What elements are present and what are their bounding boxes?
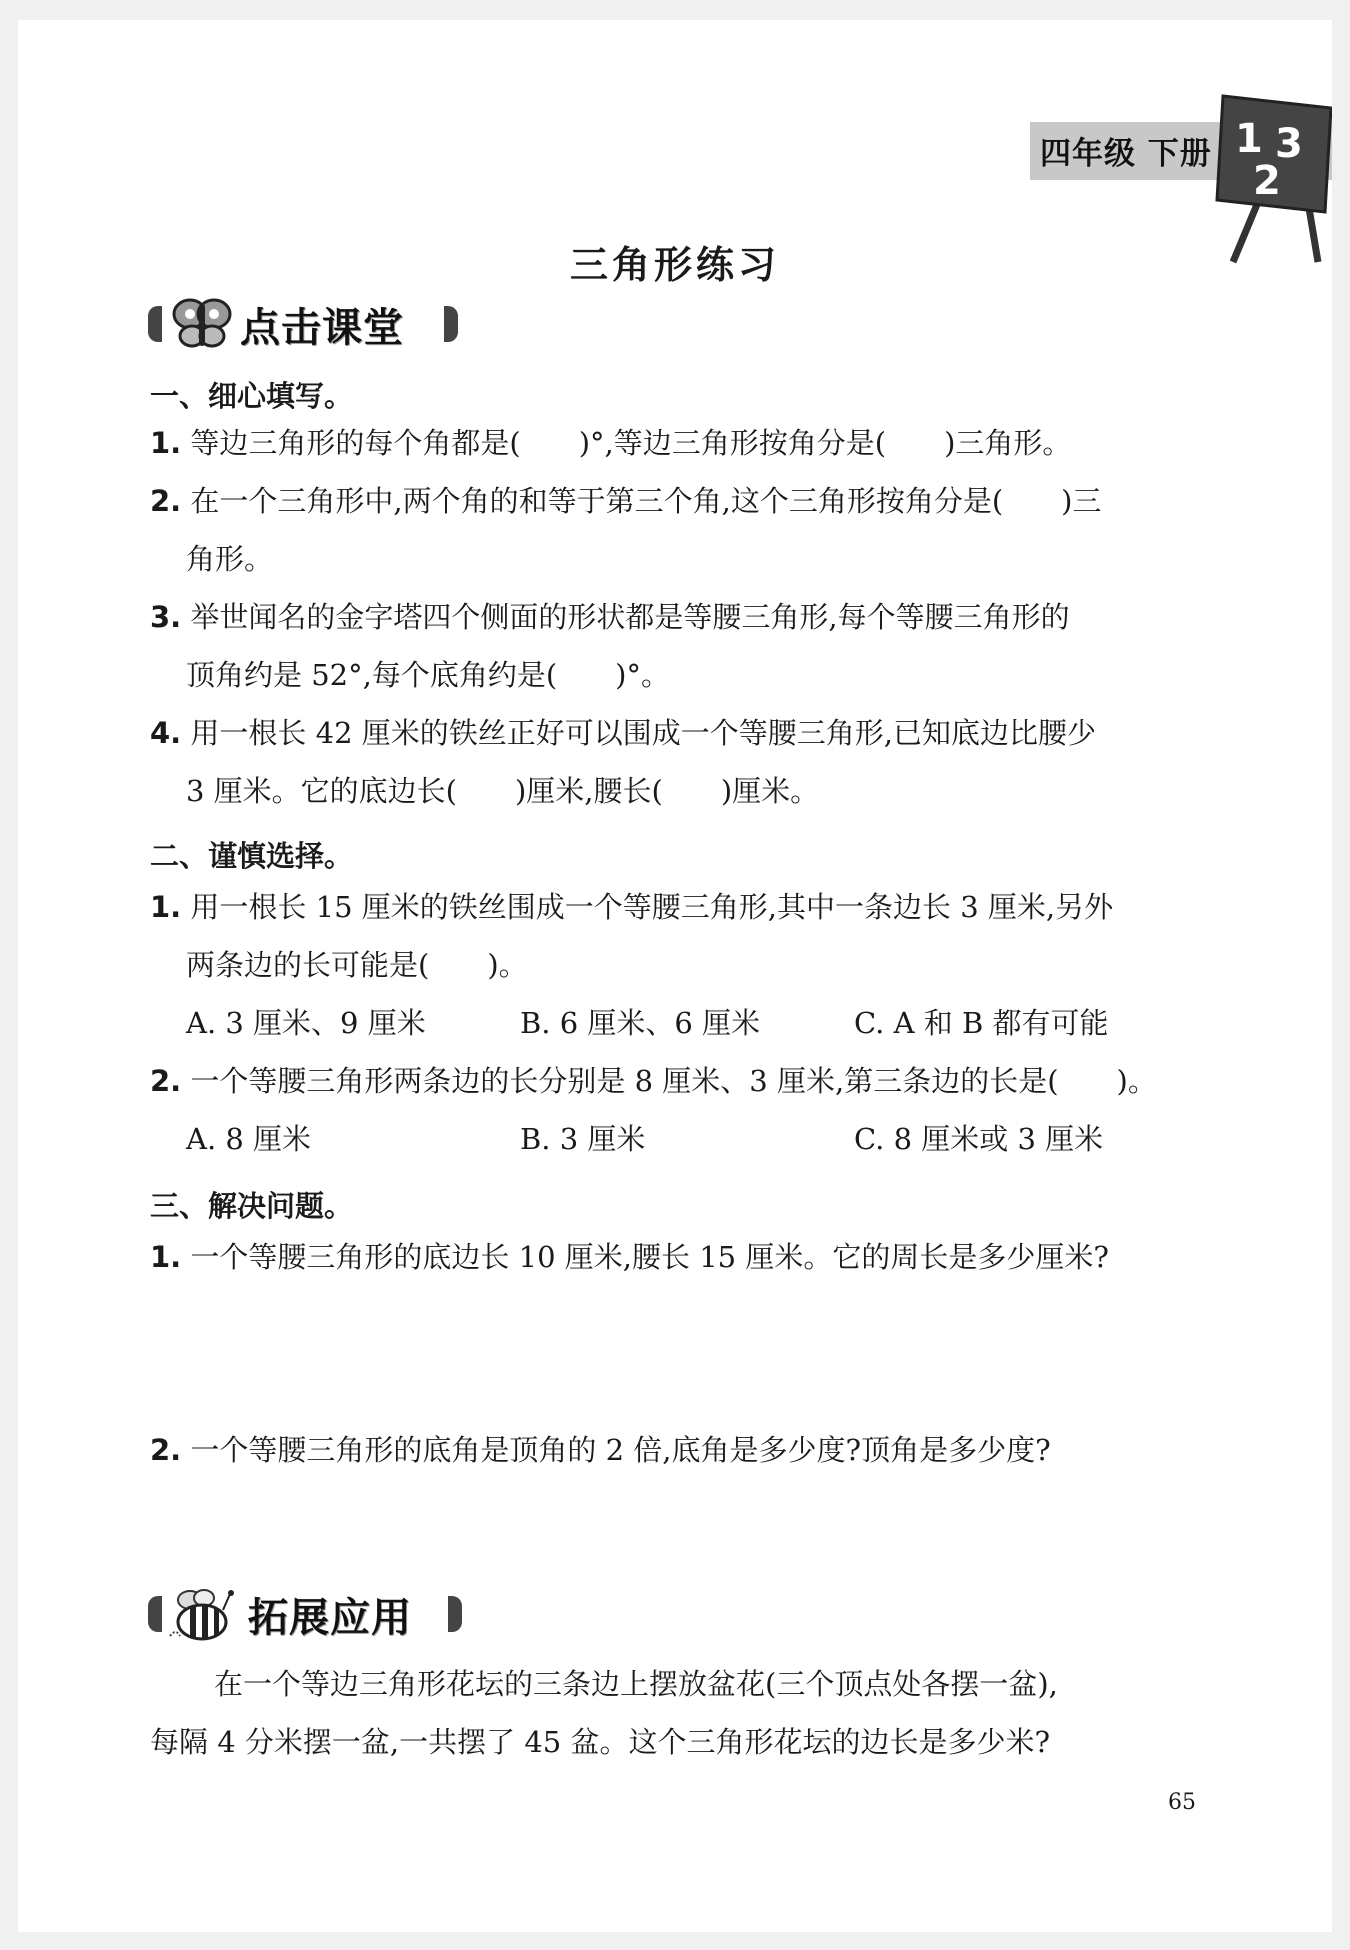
page-title: 三角形练习 bbox=[569, 243, 780, 287]
p1-q3-line2: 顶角约是 52°,每个底角约是( )°。 bbox=[186, 658, 670, 692]
p2-q1-option-a: A. 3 厘米、9 厘米 bbox=[186, 1006, 426, 1040]
question-number: 1. bbox=[150, 426, 182, 460]
page-number: 65 bbox=[1168, 1790, 1196, 1815]
p1-q4-line1 bbox=[150, 713, 1096, 753]
question-text: 一个等腰三角形两条边的长分别是 8 厘米、3 厘米,第三条边的长是( )。 bbox=[190, 1064, 1157, 1098]
question-text: 用一根长 15 厘米的铁丝围成一个等腰三角形,其中一条边长 3 厘米,另外 bbox=[190, 890, 1114, 924]
question-number: 2. bbox=[150, 1433, 182, 1467]
bee-icon bbox=[168, 1584, 238, 1644]
board-digit-2: 2 bbox=[1253, 158, 1281, 204]
p3-q1 bbox=[150, 1237, 1109, 1277]
question-text: 在一个三角形中,两个角的和等于第三个角,这个三角形按角分是( )三 bbox=[190, 484, 1102, 518]
extension-line2: 每隔 4 分米摆一盆,一共摆了 45 盆。这个三角形花坛的边长是多少米? bbox=[150, 1725, 1050, 1759]
worksheet-page bbox=[18, 20, 1332, 1932]
question-text: 一个等腰三角形的底角是顶角的 2 倍,底角是多少度?顶角是多少度? bbox=[190, 1433, 1051, 1467]
bracket-right bbox=[444, 306, 458, 342]
part3-heading: 三、解决问题。 bbox=[150, 1189, 354, 1223]
board-digit-1: 1 bbox=[1235, 116, 1263, 162]
bracket-left bbox=[148, 306, 162, 342]
question-number: 3. bbox=[150, 600, 182, 634]
section-head-classroom bbox=[148, 290, 458, 360]
part1-heading: 一、细心填写。 bbox=[150, 379, 354, 413]
question-text: 等边三角形的每个角都是( )°,等边三角形按角分是( )三角形。 bbox=[190, 426, 1072, 460]
p2-q1-option-c: C. A 和 B 都有可能 bbox=[854, 1006, 1109, 1040]
question-text: 用一根长 42 厘米的铁丝正好可以围成一个等腰三角形,已知底边比腰少 bbox=[190, 716, 1096, 750]
p1-q2-line1 bbox=[150, 481, 1102, 521]
p2-q2-option-c: C. 8 厘米或 3 厘米 bbox=[854, 1122, 1104, 1156]
p3-q2 bbox=[150, 1430, 1051, 1470]
p1-q1 bbox=[150, 423, 1071, 463]
bracket-left bbox=[148, 1596, 162, 1632]
p2-q2 bbox=[150, 1061, 1157, 1101]
question-number: 1. bbox=[150, 1240, 182, 1274]
section-head-extension bbox=[148, 1580, 458, 1650]
question-number: 2. bbox=[150, 484, 182, 518]
section-title-extension: 拓展应用 bbox=[248, 1595, 412, 1641]
board-digit-3: 3 bbox=[1275, 121, 1303, 167]
grade-label: 四年级 下册 bbox=[1040, 136, 1212, 172]
p2-q2-option-a: A. 8 厘米 bbox=[186, 1122, 312, 1156]
question-number: 4. bbox=[150, 716, 182, 750]
question-text: 一个等腰三角形的底边长 10 厘米,腰长 15 厘米。它的周长是多少厘米? bbox=[190, 1240, 1109, 1274]
question-number: 1. bbox=[150, 890, 182, 924]
p2-q1-line1 bbox=[150, 887, 1113, 927]
bracket-right bbox=[448, 1596, 462, 1632]
p1-q4-line2: 3 厘米。它的底边长( )厘米,腰长( )厘米。 bbox=[186, 774, 820, 808]
extension-line1: 在一个等边三角形花坛的三条边上摆放盆花(三个顶点处各摆一盆), bbox=[214, 1667, 1058, 1701]
p2-q2-option-b: B. 3 厘米 bbox=[520, 1122, 646, 1156]
part2-heading: 二、谨慎选择。 bbox=[150, 839, 354, 873]
butterfly-icon bbox=[170, 292, 234, 354]
p2-q1-line2: 两条边的长可能是( )。 bbox=[186, 948, 528, 982]
question-text: 举世闻名的金字塔四个侧面的形状都是等腰三角形,每个等腰三角形的 bbox=[190, 600, 1070, 634]
p1-q3-line1 bbox=[150, 597, 1070, 637]
section-title-classroom: 点击课堂 bbox=[240, 305, 404, 351]
p2-q1-option-b: B. 6 厘米、6 厘米 bbox=[520, 1006, 761, 1040]
p1-q2-line2: 角形。 bbox=[186, 542, 274, 576]
question-number: 2. bbox=[150, 1064, 182, 1098]
